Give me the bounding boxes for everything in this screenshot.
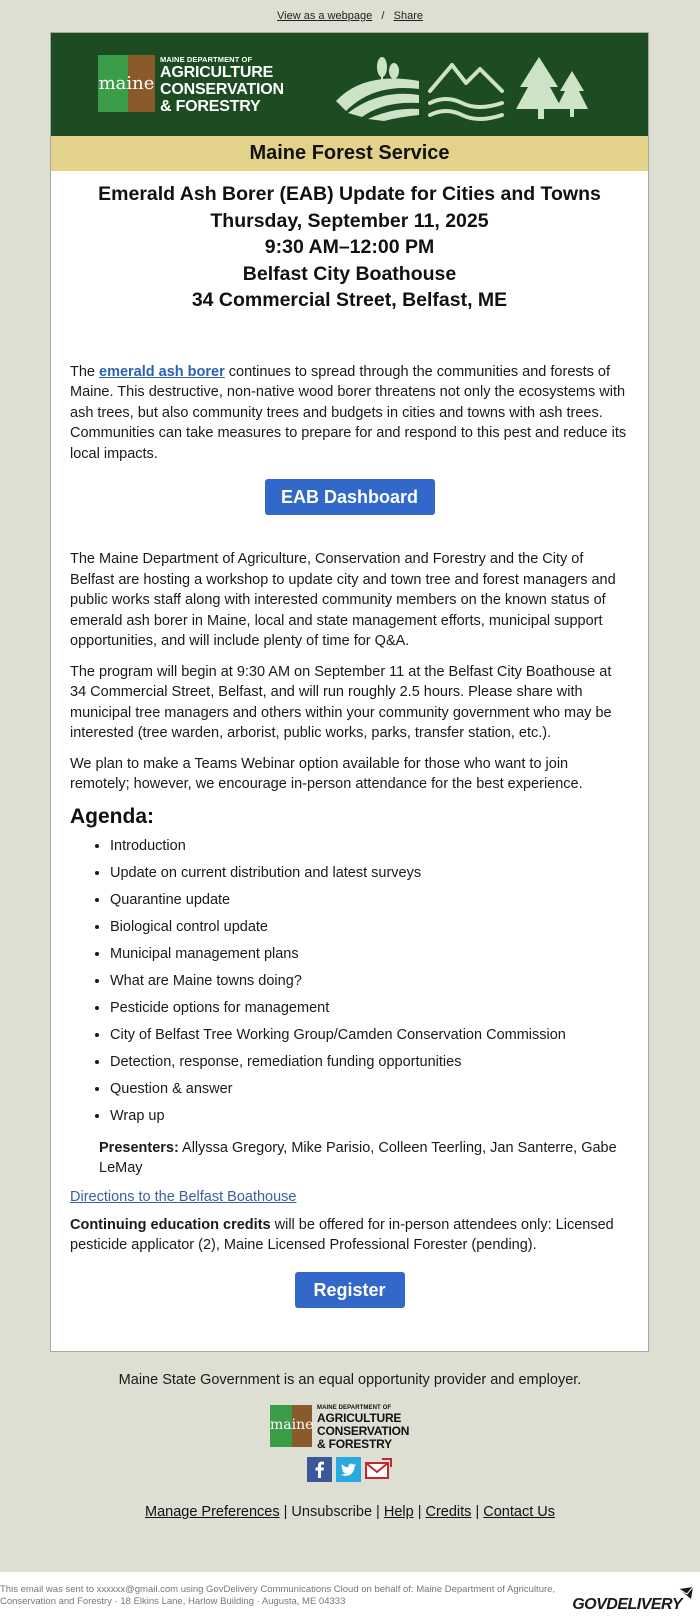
twitter-icon[interactable] xyxy=(336,1457,361,1482)
agenda-item: • Biological control update xyxy=(110,914,629,941)
govdelivery-footer xyxy=(0,1568,700,1624)
dacf-logo xyxy=(98,55,313,115)
intro-paragraph: The emerald ash borer continues to spread through the communities and forests of Maine. This destructive, non-native wood borer threatens not only the ecosystems with ash trees, but also community trees and budgets in cities and towns with ash trees. Communities can take measures to prepare for and respond to this pest and reduce its local impacts. xyxy=(70,363,627,462)
agenda-item: • Introduction xyxy=(110,833,629,860)
mountain-water-icon xyxy=(430,65,502,119)
register-button[interactable]: Register xyxy=(295,1272,405,1308)
share-link[interactable]: Share xyxy=(393,10,423,22)
landscape-illustration xyxy=(334,51,604,121)
agenda-item: • Wrap up xyxy=(110,1103,629,1130)
event-heading xyxy=(51,181,648,314)
agenda-item: • What are Maine towns doing? xyxy=(110,968,629,995)
agenda-item: • Municipal management plans xyxy=(110,941,629,968)
unsubscribe-link[interactable]: Unsubscribe xyxy=(291,1504,373,1520)
header-banner xyxy=(51,33,648,136)
footer-maine-logo-tile xyxy=(270,1405,312,1447)
event-title: Emerald Ash Borer (EAB) Update for Cities and Towns xyxy=(98,183,601,205)
manage-preferences-link[interactable]: Manage Preferences xyxy=(144,1504,280,1520)
footer-department-name: MAINE DEPARTMENT OF AGRICULTURE CONSERVATION & FORESTRY xyxy=(317,1405,410,1451)
top-link-separator: / xyxy=(381,10,385,22)
event-address: 34 Commercial Street, Belfast, ME xyxy=(191,289,508,311)
agenda-list xyxy=(70,833,629,1130)
view-webpage-link[interactable]: View as a webpage xyxy=(277,10,373,22)
facebook-icon[interactable] xyxy=(307,1457,332,1482)
email-card xyxy=(50,32,649,1352)
program-paragraph: The program will begin at 9:30 AM on September 11 at the Belfast City Boathouse at 34 Commercial Street, Belfast, and will run roughly 2.5 hours. Please share with municipal tree managers and others within your community government who may be interested (tree warden, arborist, public works, parks, transfer station, etc.). xyxy=(70,663,612,741)
presenters: Presenters: Allyssa Gregory, Mike Parisio, Colleen Teerling, Jan Santerre, Gabe LeMay xyxy=(99,1139,617,1176)
agenda-item: • Question & answer xyxy=(110,1076,629,1103)
maine-logo-word: maine xyxy=(98,73,155,94)
contact-us-link[interactable]: Contact Us xyxy=(483,1504,555,1520)
farm-field-icon xyxy=(336,57,419,121)
equal-opportunity-text: Maine State Government is an equal opportunity provider and employer. xyxy=(118,1372,582,1388)
credits-paragraph: Continuing education credits will be offered for in-person attendees only: Licensed pesticide applicator (2), Maine Licensed Professional Forester (pending). xyxy=(70,1216,614,1253)
agenda-item: • City of Belfast Tree Working Group/Camden Conservation Commission xyxy=(110,1022,629,1049)
event-time: 9:30 AM–12:00 PM xyxy=(264,236,435,258)
credits-link[interactable]: Credits xyxy=(425,1504,472,1520)
agenda-item: • Update on current distribution and latest surveys xyxy=(110,860,629,887)
govdelivery-envelope-icon xyxy=(678,1586,694,1600)
footer-links: Manage Preferences | Unsubscribe | Help | Credits | Contact Us xyxy=(144,1504,555,1520)
emerald-ash-borer-link[interactable]: emerald ash borer xyxy=(99,363,225,380)
agenda-item: • Quarantine update xyxy=(110,887,629,914)
service-bar: Maine Forest Service xyxy=(51,136,648,171)
email-body xyxy=(51,362,648,1308)
directions-link[interactable]: Directions to the Belfast Boathouse xyxy=(70,1188,297,1205)
sent-notice: This email was sent to xxxxxx@gmail.com using GovDelivery Communications Cloud on behalf of: Maine Department of Agriculture, Conservation and Forestry · 18 Elkins Lane, Harlow Building · Augusta, ME 04333 xyxy=(0,1584,556,1607)
footer-dacf-logo xyxy=(270,1405,435,1451)
agenda-item: • Pesticide options for management xyxy=(110,995,629,1022)
pine-trees-icon xyxy=(516,57,588,119)
agenda-item: • Detection, response, remediation funding opportunities xyxy=(110,1049,629,1076)
eab-dashboard-button[interactable]: EAB Dashboard xyxy=(265,479,435,515)
email-icon[interactable] xyxy=(365,1457,390,1482)
department-name: MAINE DEPARTMENT OF AGRICULTURE CONSERVATION & FORESTRY xyxy=(160,55,284,115)
social-links xyxy=(307,1457,393,1483)
footer-maine-logo-word: maine xyxy=(270,1417,314,1433)
event-venue: Belfast City Boathouse xyxy=(242,262,457,285)
event-date: Thursday, September 11, 2025 xyxy=(210,209,489,232)
webinar-paragraph: We plan to make a Teams Webinar option available for those who want to join remotely; however, we encourage in-person attendance for the best experience. xyxy=(70,755,583,792)
top-links xyxy=(0,0,700,32)
workshop-paragraph: The Maine Department of Agriculture, Conservation and Forestry and the City of Belfast are hosting a workshop to update city and town tree and forest managers and public works staff along with interested community members on the known status of emerald ash borer in Maine, local and state management efforts, municipal support opportunities, and will include plenty of time for Q&A. xyxy=(70,551,616,649)
govdelivery-logo[interactable]: GOVDELIVERY xyxy=(572,1596,682,1614)
agenda-heading: Agenda: xyxy=(70,804,154,828)
help-link[interactable]: Help xyxy=(383,1504,414,1520)
maine-logo-tile xyxy=(98,55,155,112)
